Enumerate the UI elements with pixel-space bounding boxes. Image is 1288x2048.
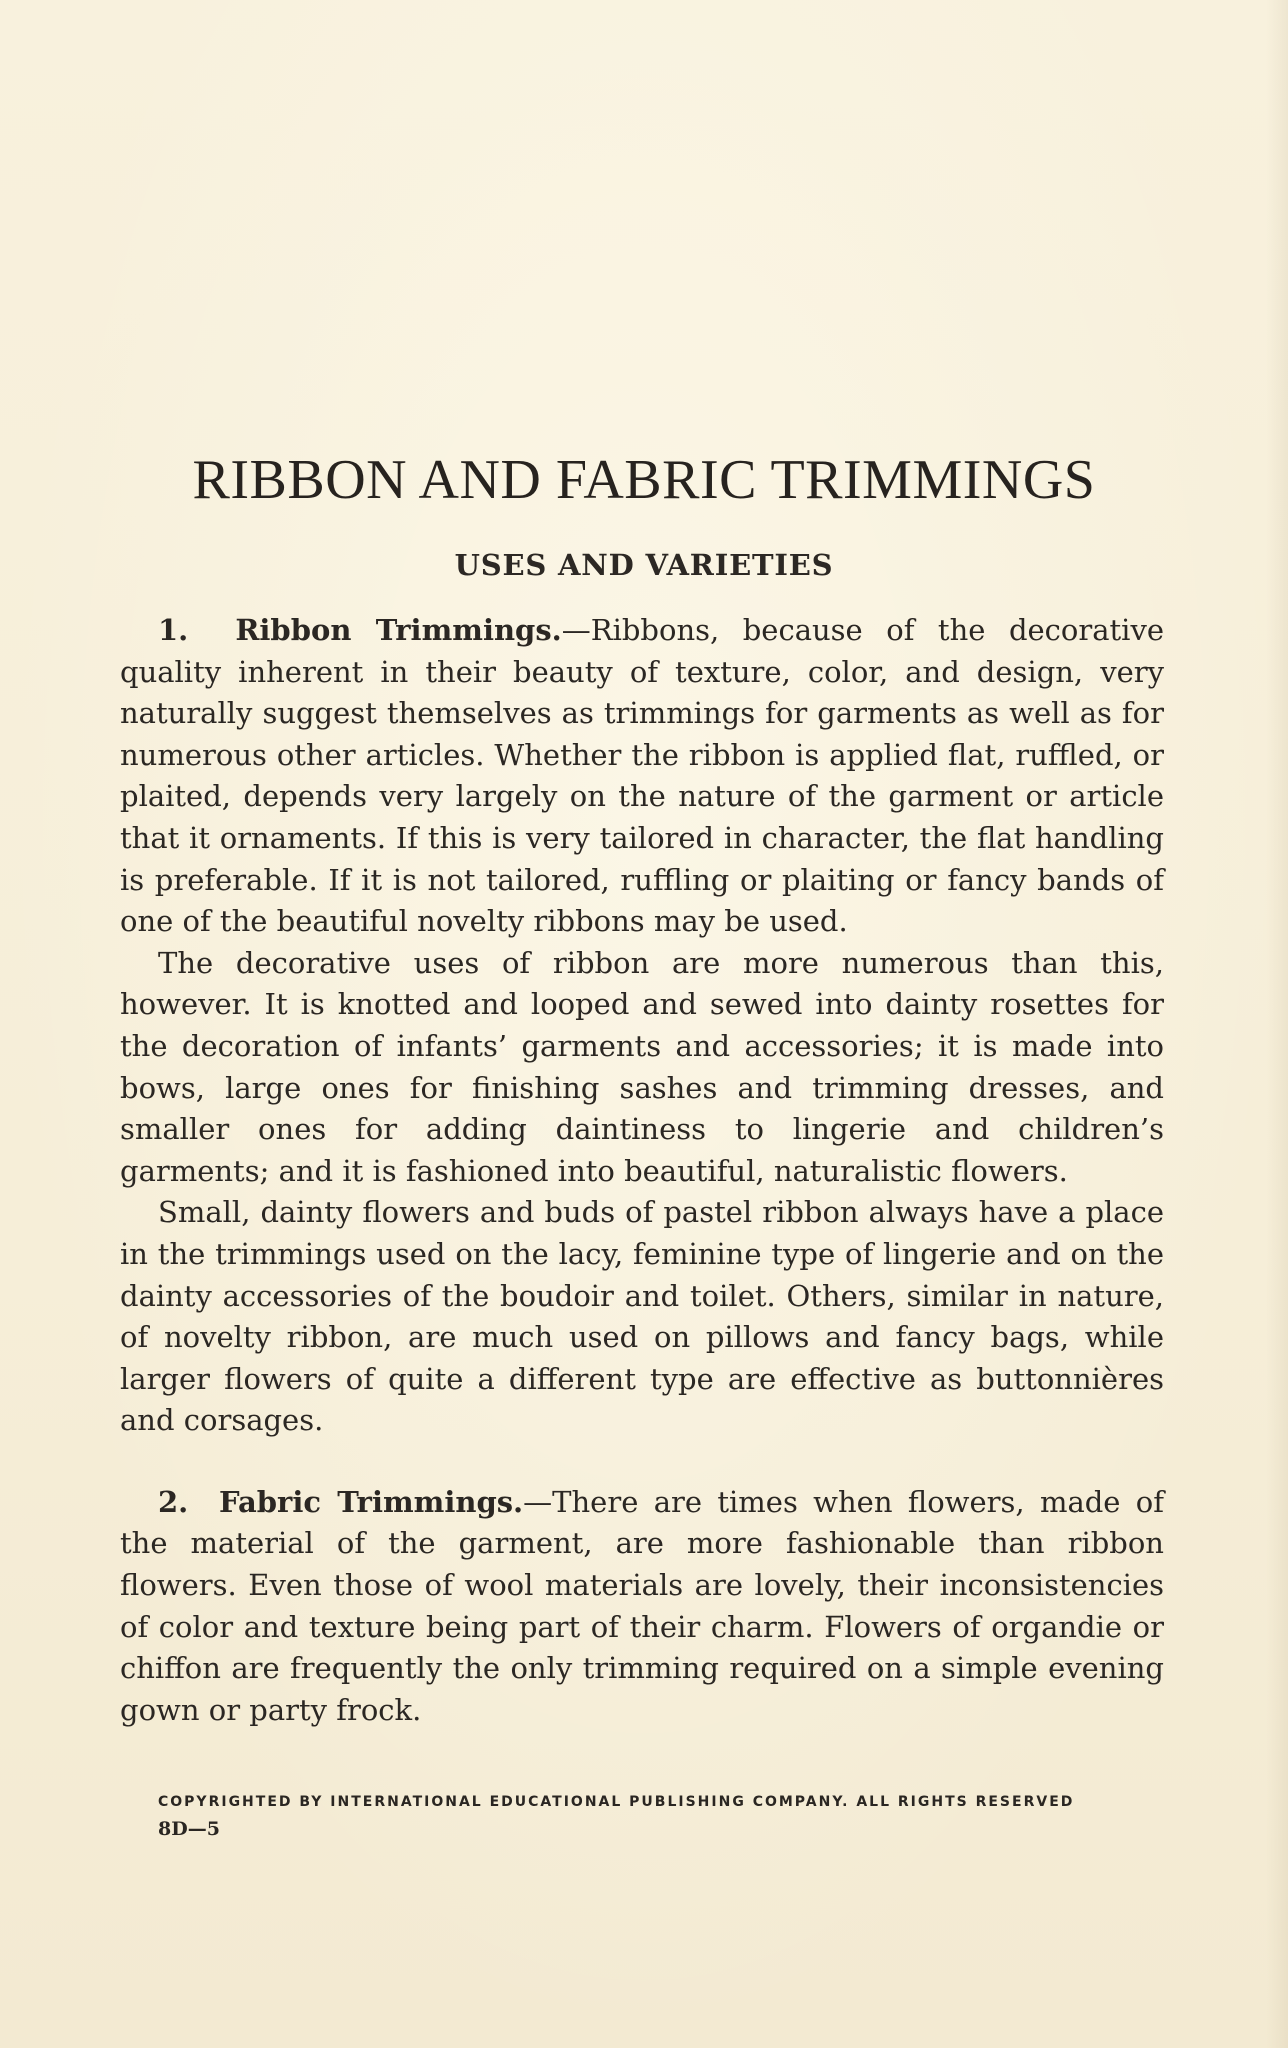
page-title: RIBBON AND FABRIC TRIMMINGS xyxy=(192,449,1096,511)
paragraph-small-flowers: Small, dainty flowers and buds of pastel ribbon always have a place in the trimmings used on the lacy, feminine type of lingerie and on the dainty accessories of the boudoir and toilet. Others, similar in nature, of novelty ribbon, are much used on pillows and fancy bags, while larger flowers of quite a different type are effective as buttonnières and corsages. xyxy=(120,1195,1164,1438)
section-subtitle: USES AND VARIETIES xyxy=(454,548,834,582)
body-text xyxy=(120,610,1164,1731)
section-number: 2. xyxy=(158,1484,189,1519)
paragraph-text: —Ribbons, because of the decorative quality inherent in their beauty of texture, color, and design, very naturally suggest themselves as trimmings for garments as well as for numerous other articles. Whether the ribbon is applied flat, ruffled, or plaited, depends very largely on the nature of the garment or article that it ornaments. If this is very tailored in character, the flat handling is preferable. If it is not tailored, ruffling or plaiting or fancy bands of one of the beautiful novelty ribbons may be used. xyxy=(120,613,1164,939)
paragraph-decorative-uses: The decorative uses of ribbon are more numerous than this, however. It is knotted and looped and sewed into dainty rosettes for the decoration of infants’ garments and accessories; it is made into bows, large ones for finishing sashes and trimming dresses, and smaller ones for adding daintiness to lingerie and children’s garments; and it is fashioned into beautiful, naturalistic flowers. xyxy=(120,945,1164,1188)
paragraph-text: —There are times when flowers, made of the material of the garment, are more fashionable than ribbon flowers. Even those of wool materials are lovely, their inconsistencies of color and texture being part of their charm. Flowers of organdie or chiffon are frequently the only trimming required on a simple evening gown or party frock. xyxy=(120,1484,1164,1727)
page-code: 8D—5 xyxy=(158,1818,220,1840)
section-number: 1. xyxy=(158,613,189,647)
copyright-notice: COPYRIGHTED BY INTERNATIONAL EDUCATIONAL PUBLISHING COMPANY. ALL RIGHTS RESERVED xyxy=(158,1794,1075,1810)
section-heading: Ribbon Trimmings. xyxy=(235,613,562,647)
paragraph-fabric-trimmings xyxy=(120,1482,1164,1732)
section-heading: Fabric Trimmings. xyxy=(218,1484,524,1519)
paragraph-ribbon-trimmings xyxy=(120,610,1164,943)
page-edge-shadow xyxy=(1266,0,1288,2048)
